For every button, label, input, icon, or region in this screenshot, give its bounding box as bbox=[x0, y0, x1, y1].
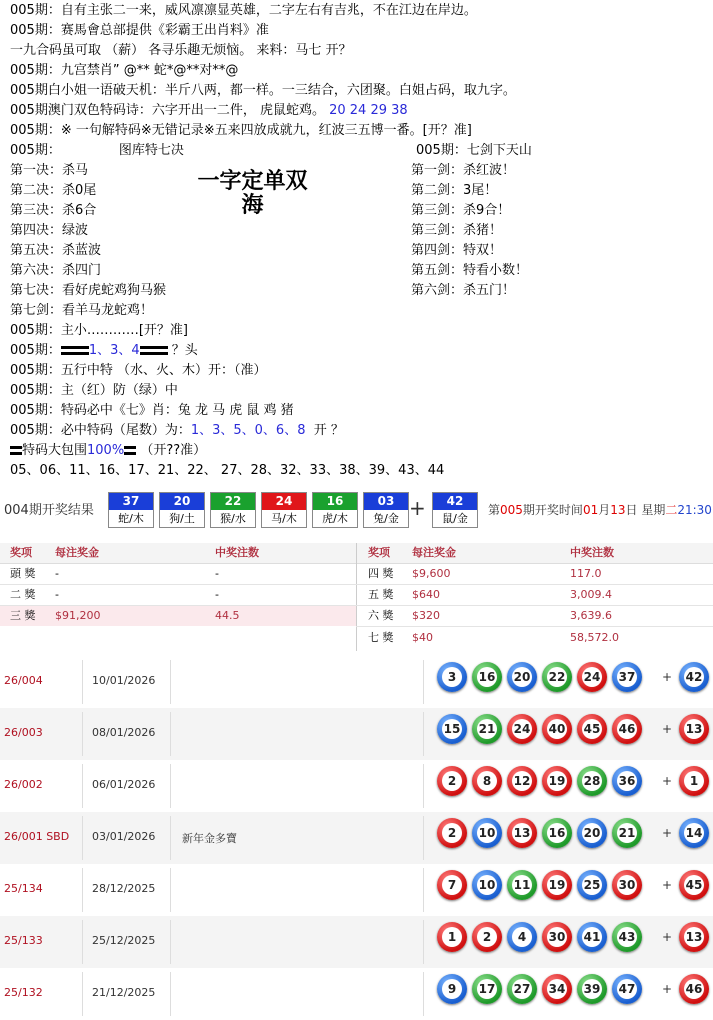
draw-ball-number: 1 bbox=[442, 927, 462, 947]
draw-ball-number: 45 bbox=[582, 719, 602, 739]
list-key: 第五决： bbox=[10, 243, 63, 258]
draw-ball bbox=[437, 766, 467, 796]
draw-ball bbox=[679, 662, 709, 692]
issue-prefix: 005期： bbox=[10, 403, 61, 418]
draw-ball bbox=[679, 922, 709, 952]
next-time: 21:30 bbox=[677, 503, 712, 517]
draw-date: 28/12/2025 bbox=[92, 882, 156, 895]
draw-ball-number: 24 bbox=[512, 719, 532, 739]
draw-ball bbox=[507, 662, 537, 692]
tip-text: 特码必中《七》肖：兔 龙 马 虎 鼠 鸡 猪 bbox=[60, 403, 294, 418]
list-key: 第七剑： bbox=[10, 303, 63, 318]
draw-ball bbox=[437, 818, 467, 848]
draw-id[interactable]: 25/134 bbox=[4, 882, 43, 895]
prize-amount: $640 bbox=[412, 588, 440, 601]
draw-ball bbox=[577, 922, 607, 952]
draw-date: 10/01/2026 bbox=[92, 674, 156, 687]
list-key: 第六决： bbox=[10, 263, 63, 278]
result-ball bbox=[261, 492, 307, 528]
draw-ball bbox=[679, 974, 709, 1004]
draw-ball-number: 7 bbox=[442, 875, 462, 895]
list-key: 第四剑： bbox=[411, 243, 464, 258]
prize-header: 中奖注数 bbox=[215, 546, 259, 559]
issue-prefix: 005期 bbox=[10, 103, 48, 118]
draw-ball bbox=[612, 662, 642, 692]
draw-ball-number: 25 bbox=[582, 875, 602, 895]
result-ball-zodiac: 马/木 bbox=[271, 512, 297, 525]
tip-numbers: 1、3、4 bbox=[88, 343, 140, 358]
list-item bbox=[10, 301, 166, 321]
draw-ball-number: 36 bbox=[617, 771, 637, 791]
result-label: 004期开奖结果 bbox=[4, 503, 94, 518]
issue-prefix: 005期： bbox=[10, 363, 61, 378]
list-key: 第一剑： bbox=[411, 163, 464, 178]
draw-ball bbox=[612, 974, 642, 1004]
draw-row[interactable] bbox=[0, 708, 713, 760]
draw-ball-number: 30 bbox=[617, 875, 637, 895]
draw-ball-number: 15 bbox=[442, 719, 462, 739]
prize-name: 七 獎 bbox=[368, 631, 394, 644]
plus-sign: + bbox=[662, 930, 673, 944]
draw-ball bbox=[437, 714, 467, 744]
draw-ball-number: 20 bbox=[582, 823, 602, 843]
draw-ball bbox=[507, 714, 537, 744]
draw-ball bbox=[542, 662, 572, 692]
draw-ball bbox=[507, 974, 537, 1004]
draw-ball-number: 19 bbox=[547, 771, 567, 791]
next-draw-info bbox=[488, 501, 712, 518]
draw-ball bbox=[577, 662, 607, 692]
draw-ball bbox=[507, 870, 537, 900]
draw-ball bbox=[472, 818, 502, 848]
next-issue: 005 bbox=[500, 503, 523, 517]
draw-ball bbox=[437, 922, 467, 952]
result-ball-zodiac: 虎/木 bbox=[322, 512, 348, 525]
prize-amount: $9,600 bbox=[412, 567, 451, 580]
draw-ball-number: 11 bbox=[512, 875, 532, 895]
draw-ball bbox=[577, 766, 607, 796]
result-ball-number: 20 bbox=[160, 493, 204, 510]
left-col-title: 图库特七决 bbox=[118, 143, 184, 158]
draw-ball bbox=[472, 766, 502, 796]
draw-date: 21/12/2025 bbox=[92, 986, 156, 999]
issue-prefix: 005期： bbox=[10, 383, 61, 398]
draw-ball-number: 45 bbox=[684, 875, 704, 895]
draw-ball-number: 10 bbox=[477, 875, 497, 895]
result-ball bbox=[159, 492, 205, 528]
list-value: 杀蓝波 bbox=[62, 243, 102, 258]
prize-header: 奖项 bbox=[10, 546, 32, 559]
tip-text: 赛馬會总部提供《彩霸王出肖料》准 bbox=[60, 23, 269, 38]
result-ball-number: 24 bbox=[262, 493, 306, 510]
draw-ball-number: 16 bbox=[547, 823, 567, 843]
prize-row-highlight bbox=[0, 605, 356, 626]
tip-text: ※ 一句解特码※无错记录※五来四放成就九，红波三五博一番。[开？准] bbox=[60, 123, 472, 138]
result-ball bbox=[432, 492, 478, 528]
lower-line-3 bbox=[10, 361, 266, 380]
issue-prefix: 005期： bbox=[10, 23, 61, 38]
draw-row[interactable] bbox=[0, 656, 713, 708]
prize-amount: $91,200 bbox=[55, 609, 101, 622]
list-key: 第三剑： bbox=[411, 223, 464, 238]
right-col-header bbox=[416, 141, 532, 160]
bar-divider bbox=[10, 446, 22, 455]
draw-row[interactable] bbox=[0, 968, 713, 1020]
draw-ball-number: 24 bbox=[582, 667, 602, 687]
draw-ball bbox=[612, 922, 642, 952]
lower-line-1 bbox=[10, 321, 188, 340]
issue-prefix: 005期： bbox=[10, 323, 61, 338]
draw-ball-number: 37 bbox=[617, 667, 637, 687]
list-key: 第四决： bbox=[10, 223, 63, 238]
list-item bbox=[411, 181, 528, 201]
issue-prefix: 005期： bbox=[10, 343, 61, 358]
draw-date: 25/12/2025 bbox=[92, 934, 156, 947]
result-ball bbox=[210, 492, 256, 528]
list-value: 杀五门！ bbox=[463, 283, 516, 298]
issue-prefix: 005期： bbox=[10, 423, 61, 438]
list-key: 第七决： bbox=[10, 283, 63, 298]
bar-divider bbox=[124, 446, 136, 455]
plus-sign: + bbox=[662, 722, 673, 736]
list-value: 看好虎蛇鸡狗马猴 bbox=[62, 283, 167, 298]
draw-ball-number: 39 bbox=[582, 979, 602, 999]
prize-count: - bbox=[215, 588, 219, 601]
tip-text: 必中特码（尾数）为： bbox=[60, 423, 191, 438]
draw-ball bbox=[577, 974, 607, 1004]
draw-ball-number: 40 bbox=[547, 719, 567, 739]
prize-name: 六 獎 bbox=[368, 609, 394, 622]
draw-ball-number: 16 bbox=[477, 667, 497, 687]
draw-ball-number: 21 bbox=[477, 719, 497, 739]
prize-count: 58,572.0 bbox=[570, 631, 619, 644]
draw-ball-number: 14 bbox=[684, 823, 704, 843]
draw-ball-number: 8 bbox=[477, 771, 497, 791]
draw-ball bbox=[437, 974, 467, 1004]
draw-ball-number: 12 bbox=[512, 771, 532, 791]
list-item bbox=[411, 261, 528, 281]
list-item bbox=[10, 281, 166, 301]
lower-line-2 bbox=[10, 341, 198, 360]
draw-ball-number: 17 bbox=[477, 979, 497, 999]
prize-header: 每注奖金 bbox=[412, 546, 456, 559]
prize-name: 二 獎 bbox=[10, 588, 36, 601]
tip-text: 主（红）防（绿）中 bbox=[60, 383, 178, 398]
left-col-header bbox=[10, 141, 184, 160]
draw-ball-number: 46 bbox=[617, 719, 637, 739]
draw-ball-number: 13 bbox=[512, 823, 532, 843]
issue-prefix: 005期： bbox=[10, 63, 61, 78]
draw-ball bbox=[612, 766, 642, 796]
draw-ball-number: 20 bbox=[512, 667, 532, 687]
draw-ball bbox=[679, 714, 709, 744]
prize-count: 3,009.4 bbox=[570, 588, 612, 601]
prize-name: 三 獎 bbox=[10, 609, 36, 622]
list-value: 特双！ bbox=[463, 243, 503, 258]
draw-row[interactable] bbox=[0, 760, 713, 812]
tip-numbers: 20 24 29 38 bbox=[324, 103, 408, 118]
tip-line-6 bbox=[10, 101, 408, 120]
prize-count: 44.5 bbox=[215, 609, 240, 622]
issue-prefix: 005期： bbox=[10, 3, 61, 18]
prize-amount: $40 bbox=[412, 631, 433, 644]
draw-ball-number: 19 bbox=[547, 875, 567, 895]
draw-ball-number: 10 bbox=[477, 823, 497, 843]
next-day: 13 bbox=[610, 503, 626, 517]
tip-line-2 bbox=[10, 21, 269, 40]
draw-id[interactable]: 26/001 SBD bbox=[4, 830, 70, 843]
result-ball-zodiac: 蛇/木 bbox=[118, 512, 144, 525]
draw-ball-number: 42 bbox=[684, 667, 704, 687]
draw-ball bbox=[472, 870, 502, 900]
list-item bbox=[411, 221, 528, 241]
issue-prefix: 005期： bbox=[10, 143, 61, 158]
draw-id[interactable]: 26/004 bbox=[4, 674, 43, 687]
list-value: 杀9合！ bbox=[463, 203, 511, 218]
draw-ball-number: 3 bbox=[442, 667, 462, 687]
tip-numbers: 1、3、5、0、6、8 bbox=[190, 423, 306, 438]
list-value: 杀马 bbox=[62, 163, 89, 178]
draw-ball bbox=[542, 766, 572, 796]
draw-ball-number: 13 bbox=[684, 719, 704, 739]
draw-ball bbox=[472, 974, 502, 1004]
center-title-line-1: 一字定单双 bbox=[197, 169, 308, 194]
draw-ball-number: 34 bbox=[547, 979, 567, 999]
tip-percent: 100% bbox=[87, 443, 125, 458]
prize-count: 3,639.6 bbox=[570, 609, 612, 622]
list-key: 第五剑： bbox=[411, 263, 464, 278]
list-item bbox=[10, 201, 166, 221]
list-item bbox=[10, 261, 166, 281]
draw-ball-number: 28 bbox=[582, 771, 602, 791]
draw-ball bbox=[679, 870, 709, 900]
draw-ball-number: 46 bbox=[684, 979, 704, 999]
tip-suffix: （开??准） bbox=[140, 443, 207, 458]
list-key: 第二剑： bbox=[411, 183, 464, 198]
draw-date: 03/01/2026 bbox=[92, 830, 156, 843]
draw-ball bbox=[472, 714, 502, 744]
tip-text: ？头 bbox=[171, 343, 198, 358]
tip-suffix: 开 ？ bbox=[313, 423, 344, 438]
draw-date: 06/01/2026 bbox=[92, 778, 156, 791]
result-ball bbox=[312, 492, 358, 528]
draw-ball bbox=[612, 870, 642, 900]
plus-sign: + bbox=[662, 826, 673, 840]
prize-amount: - bbox=[55, 567, 59, 580]
tip-line-7 bbox=[10, 121, 472, 140]
draw-ball bbox=[542, 974, 572, 1004]
draw-ball bbox=[507, 922, 537, 952]
result-ball-number: 22 bbox=[211, 493, 255, 510]
prize-divider bbox=[356, 543, 357, 651]
list-value: 看羊马龙蛇鸡！ bbox=[62, 303, 154, 318]
result-plus: + bbox=[409, 496, 426, 520]
draw-id[interactable]: 25/133 bbox=[4, 934, 43, 947]
draw-id[interactable]: 26/002 bbox=[4, 778, 43, 791]
result-ball-number: 37 bbox=[109, 493, 153, 510]
list-value: 3尾！ bbox=[463, 183, 498, 198]
list-value: 杀0尾 bbox=[62, 183, 97, 198]
list-item bbox=[411, 281, 528, 301]
tip-text: 澳门双色特码诗：六字开出一二件， 虎鼠蛇鸡。 bbox=[47, 103, 325, 118]
draw-ball bbox=[577, 870, 607, 900]
draw-ball bbox=[542, 870, 572, 900]
prize-count: 117.0 bbox=[570, 567, 602, 580]
draw-row[interactable] bbox=[0, 864, 713, 916]
lower-line-4 bbox=[10, 381, 178, 400]
list-value: 绿波 bbox=[62, 223, 89, 238]
tip-text: 主小………… bbox=[60, 323, 139, 338]
issue-prefix: 005期 bbox=[10, 83, 48, 98]
tip-text: 自有主张二一来，威风凛凛显英雄，二字左右有吉兆，不在江边在岸边。 bbox=[60, 3, 477, 18]
tip-line-4 bbox=[10, 61, 238, 80]
draw-ball-number: 4 bbox=[512, 927, 532, 947]
prize-amount: - bbox=[55, 588, 59, 601]
list-item bbox=[10, 241, 166, 261]
draw-ball-number: 2 bbox=[477, 927, 497, 947]
draw-ball-number: 1 bbox=[684, 771, 704, 791]
list-item bbox=[411, 161, 528, 181]
draw-id[interactable]: 26/003 bbox=[4, 726, 43, 739]
list-item bbox=[10, 161, 166, 181]
draw-ball-number: 47 bbox=[617, 979, 637, 999]
result-ball bbox=[108, 492, 154, 528]
prize-header: 每注奖金 bbox=[55, 546, 99, 559]
plus-sign: + bbox=[662, 982, 673, 996]
tip-line-1 bbox=[10, 1, 477, 20]
result-ball-number: 03 bbox=[364, 493, 408, 510]
draw-ball-number: 43 bbox=[617, 927, 637, 947]
draw-ball bbox=[472, 662, 502, 692]
lower-line-6 bbox=[10, 421, 344, 440]
draw-ball bbox=[437, 870, 467, 900]
result-ball-zodiac: 猴/水 bbox=[220, 512, 246, 525]
list-key: 第二决： bbox=[10, 183, 63, 198]
draw-ball-number: 21 bbox=[617, 823, 637, 843]
result-ball-zodiac: 兔/金 bbox=[373, 512, 399, 525]
next-text: 月 bbox=[598, 503, 611, 517]
prize-amount: $320 bbox=[412, 609, 440, 622]
lower-line-7 bbox=[10, 441, 206, 460]
tip-text: 五行中特 （水、火、木）开：（准） bbox=[60, 363, 267, 378]
tip-line-3 bbox=[10, 41, 352, 60]
prize-table bbox=[0, 543, 713, 651]
draw-ball-number: 22 bbox=[547, 667, 567, 687]
draw-ball bbox=[507, 766, 537, 796]
draw-ball-number: 13 bbox=[684, 927, 704, 947]
list-key: 第三决： bbox=[10, 203, 63, 218]
draw-ball bbox=[507, 818, 537, 848]
draw-ball bbox=[472, 922, 502, 952]
draw-row[interactable] bbox=[0, 916, 713, 968]
list-key: 第三剑： bbox=[411, 203, 464, 218]
issue-prefix: 005期： bbox=[416, 143, 467, 158]
next-weekday: 二 bbox=[665, 503, 678, 517]
tip-text: 一九合码虽可取 （薪） 各寻乐趣无烦恼。 来料：马七 开？ bbox=[10, 43, 352, 58]
prize-count: - bbox=[215, 567, 219, 580]
right-list bbox=[411, 161, 528, 301]
list-value: 杀四门 bbox=[62, 263, 102, 278]
plus-sign: + bbox=[662, 670, 673, 684]
draw-ball bbox=[679, 818, 709, 848]
list-key: 第六剑： bbox=[411, 283, 464, 298]
result-ball bbox=[363, 492, 409, 528]
tip-text: 白小姐一语破天机：半斤八两，都一样。一三结合，六团聚。白姐占码，取九字。 bbox=[47, 83, 516, 98]
prize-name: 頭 獎 bbox=[10, 567, 36, 580]
next-month: 01 bbox=[582, 503, 599, 517]
issue-prefix: 005期： bbox=[10, 123, 61, 138]
draw-date: 08/01/2026 bbox=[92, 726, 156, 739]
lower-line-8 bbox=[10, 461, 444, 480]
tip-text: 特码大包围 bbox=[22, 443, 88, 458]
draw-ball bbox=[577, 714, 607, 744]
draw-ball-number: 41 bbox=[582, 927, 602, 947]
result-ball-zodiac: 狗/土 bbox=[169, 512, 195, 525]
plus-sign: + bbox=[662, 878, 673, 892]
list-value: 杀红波！ bbox=[463, 163, 516, 178]
draw-ball bbox=[542, 818, 572, 848]
draw-ball bbox=[542, 714, 572, 744]
plus-sign: + bbox=[662, 774, 673, 788]
tip-text: 九宫禁肖” @** 蛇*@**对**@ bbox=[60, 63, 239, 78]
center-title bbox=[195, 170, 310, 218]
result-ball-number: 16 bbox=[313, 493, 357, 510]
list-item bbox=[10, 181, 166, 201]
draw-ball bbox=[577, 818, 607, 848]
draw-ball bbox=[542, 922, 572, 952]
next-text: 日 星期 bbox=[625, 503, 666, 517]
prize-name: 五 獎 bbox=[368, 588, 394, 601]
draw-ball-number: 9 bbox=[442, 979, 462, 999]
draw-ball bbox=[679, 766, 709, 796]
list-item bbox=[10, 221, 166, 241]
bar-divider bbox=[140, 346, 168, 355]
draw-ball-number: 27 bbox=[512, 979, 532, 999]
result-ball-number: 42 bbox=[433, 493, 477, 510]
next-text: 期开奖时间 bbox=[522, 503, 583, 517]
draw-ball bbox=[612, 714, 642, 744]
list-value: 杀猪！ bbox=[463, 223, 503, 238]
draw-ball bbox=[612, 818, 642, 848]
draw-ball bbox=[437, 662, 467, 692]
bar-divider bbox=[61, 346, 89, 355]
tip-suffix: [开？准] bbox=[138, 323, 188, 338]
left-list bbox=[10, 161, 166, 321]
lower-line-5 bbox=[10, 401, 294, 420]
draw-ball-number: 2 bbox=[442, 771, 462, 791]
list-value: 特看小数！ bbox=[463, 263, 529, 278]
result-ball-zodiac: 鼠/金 bbox=[442, 512, 468, 525]
tip-line-5 bbox=[10, 81, 516, 100]
center-title-line-2: 海 bbox=[241, 193, 264, 218]
draw-ball-number: 2 bbox=[442, 823, 462, 843]
list-key: 第一决： bbox=[10, 163, 63, 178]
right-col-title: 七剑下天山 bbox=[466, 143, 532, 158]
draw-id[interactable]: 25/132 bbox=[4, 986, 43, 999]
next-text: 第 bbox=[488, 503, 501, 517]
draw-note: 新年金多寶 bbox=[182, 832, 237, 845]
draw-row[interactable] bbox=[0, 812, 713, 864]
draw-ball-number: 30 bbox=[547, 927, 567, 947]
prize-header: 奖项 bbox=[368, 546, 390, 559]
prize-header: 中奖注数 bbox=[570, 546, 614, 559]
list-item bbox=[411, 241, 528, 261]
list-item bbox=[411, 201, 528, 221]
prize-name: 四 獎 bbox=[368, 567, 394, 580]
list-value: 杀6合 bbox=[62, 203, 97, 218]
number-list: 05、06、11、16、17、21、22、 27、28、32、33、38、39、43、44 bbox=[10, 463, 445, 478]
